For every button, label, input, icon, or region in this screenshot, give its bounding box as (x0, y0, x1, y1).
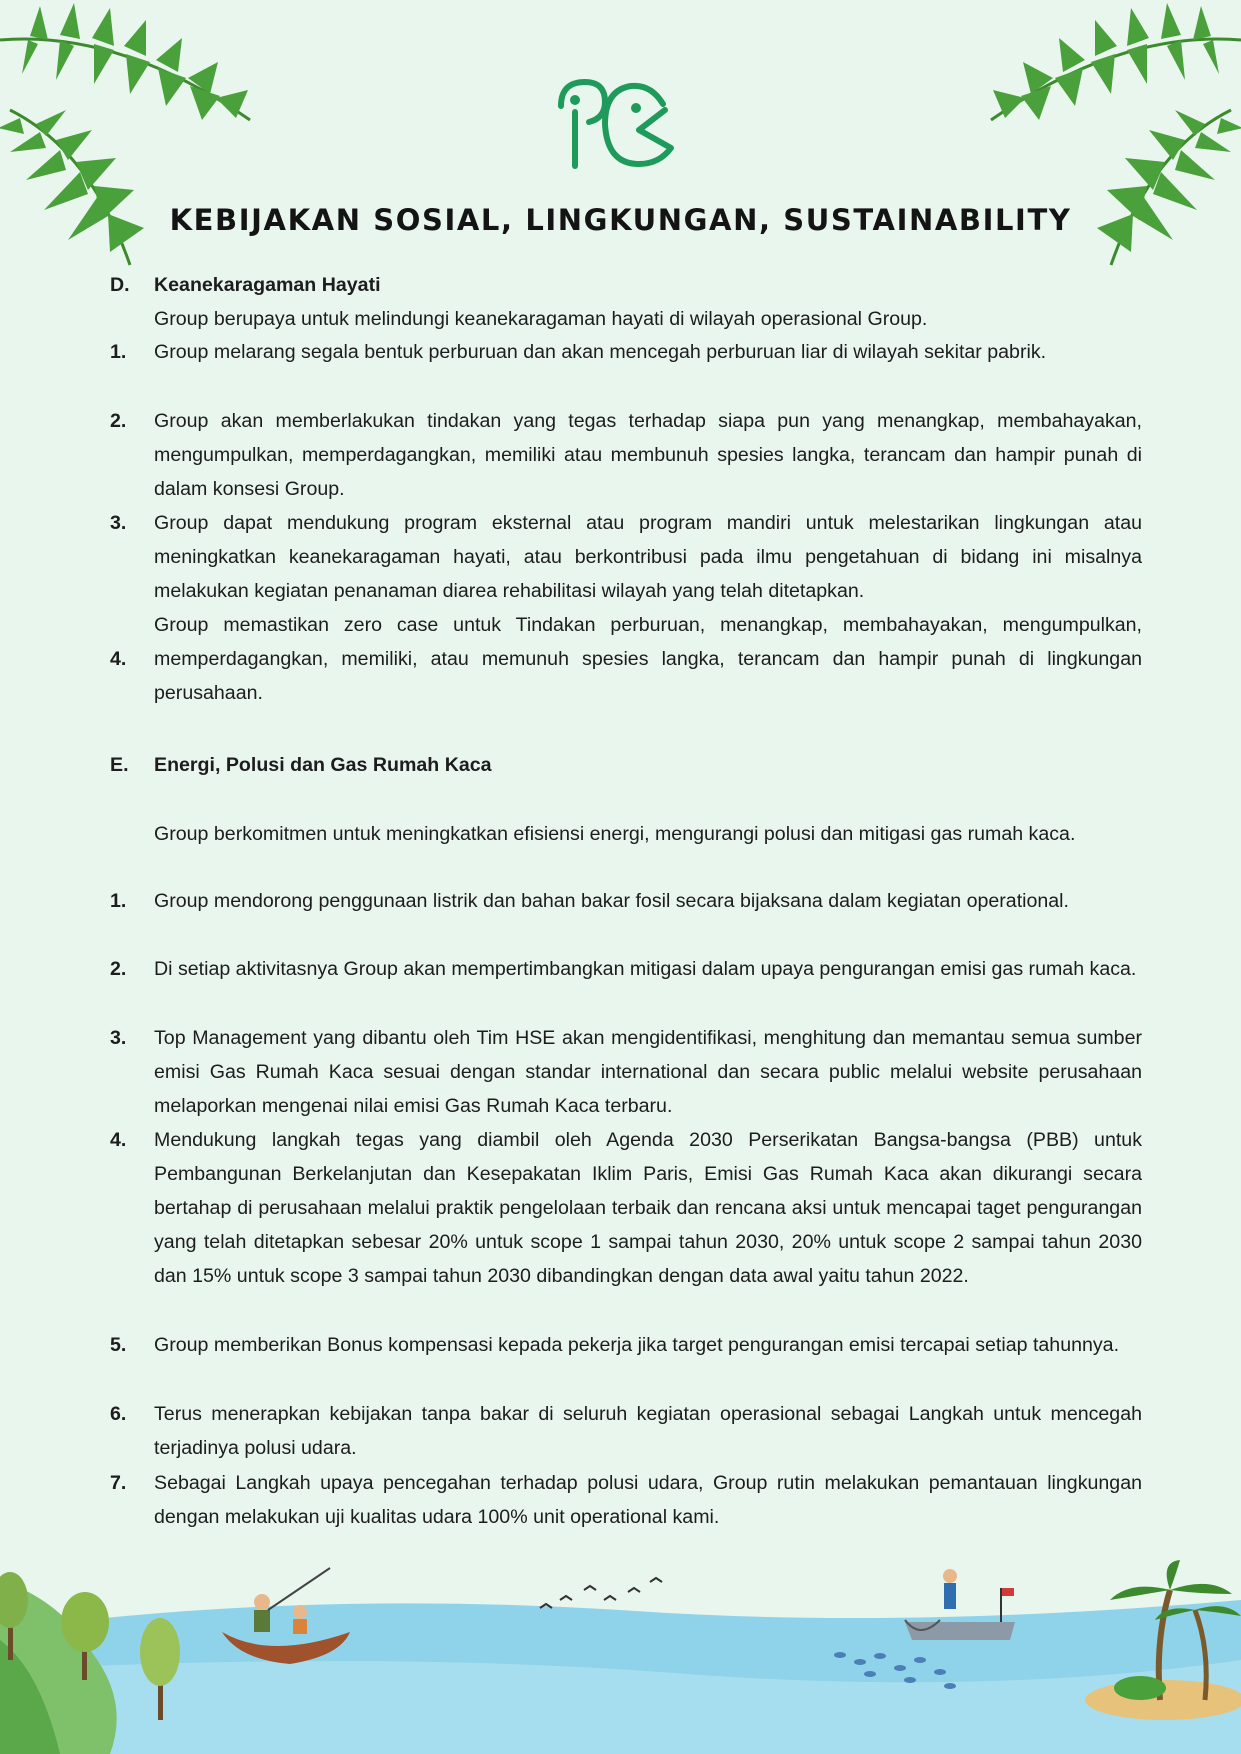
list-item (110, 335, 1142, 369)
lake-scene-illustration (0, 1560, 1241, 1754)
item-text: Group memastikan zero case untuk Tindakan perburuan, menangkap, membahayakan, mengumpulkan, memperdagangkan, memiliki, atau memunuh spesies langka, terancam dan hampir punah di lingkungan perusahaan. (154, 614, 1142, 704)
section-heading: Energi, Polusi dan Gas Rumah Kaca (154, 754, 492, 776)
list-item (110, 1328, 1142, 1362)
item-text: Group melarang segala bentuk perburuan dan akan mencegah perburuan liar di wilayah sekitar pabrik. (154, 341, 1047, 363)
list-item (110, 506, 1142, 608)
list-item (110, 608, 1142, 710)
item-text: Terus menerapkan kebijakan tanpa bakar di seluruh kegiatan operasional sebagai Langkah untuk mencegah terjadinya polusi udara. (154, 1403, 1142, 1459)
section-d-intro (110, 302, 1142, 336)
list-item (110, 1021, 1142, 1123)
item-number: 1. (110, 890, 127, 912)
list-item (110, 884, 1142, 918)
item-number: 3. (110, 1027, 127, 1049)
ic-logo-icon (553, 78, 683, 170)
section-d-heading (110, 268, 1142, 302)
item-number: 7. (110, 1472, 127, 1494)
item-text: Sebagai Langkah upaya pencegahan terhadap polusi udara, Group rutin melakukan pemantauan lingkungan dengan melakukan uji kualitas udara 100% unit operational kami. (154, 1472, 1142, 1528)
list-item (110, 1123, 1142, 1293)
section-marker: E. (110, 754, 129, 776)
item-text: Di setiap aktivitasnya Group akan mempertimbangkan mitigasi dalam upaya pengurangan emisi gas rumah kaca. (154, 958, 1137, 980)
section-heading: Keanekaragaman Hayati (154, 274, 381, 296)
list-item (110, 404, 1142, 506)
item-text: Top Management yang dibantu oleh Tim HSE akan mengidentifikasi, menghitung dan memantau semua sumber emisi Gas Rumah Kaca sesuai dengan standar international dan secara public melalui website perusahaan melaporkan mengenai nilai emisi Gas Rumah Kaca terbaru. (154, 1027, 1142, 1117)
fisherman-boat-icon (905, 1569, 1015, 1640)
section-e-intro (110, 817, 1142, 851)
item-number: 6. (110, 1403, 127, 1425)
item-number: 2. (110, 958, 127, 980)
item-text: Group mendorong penggunaan listrik dan bahan bakar fosil secara bijaksana dalam kegiatan operational. (154, 890, 1069, 912)
section-intro: Group berkomitmen untuk meningkatkan efisiensi energi, mengurangi polusi dan mitigasi gas rumah kaca. (154, 823, 1076, 845)
item-number: 4. (110, 1129, 127, 1151)
list-item (110, 952, 1142, 986)
page-title: KEBIJAKAN SOSIAL, LINGKUNGAN, SUSTAINABILITY (169, 203, 1072, 237)
section-e-heading (110, 748, 1142, 782)
section-marker: D. (110, 274, 130, 296)
item-text: Mendukung langkah tegas yang diambil oleh Agenda 2030 Perserikatan Bangsa-bangsa (PBB) untuk Pembangunan Berkelanjutan dan Kesepakatan Iklim Paris, Emisi Gas Rumah Kaca akan dikurangi secara bertahap di perusahaan melalui praktik pengelolaan terbaik dan rencana aksi untuk mencapai taget pengurangan yang telah ditetapkan sebesar 20% untuk scope 1 sampai tahun 2030, 20% untuk scope 2 sampai tahun 2030 dan 15% untuk scope 3 sampai tahun 2030 dibandingkan dengan data awal yaitu tahun 2022. (154, 1129, 1142, 1287)
item-text: Group dapat mendukung program eksternal atau program mandiri untuk melestarikan lingkungan atau meningkatkan keanekaragaman hayati, atau berkontribusi pada ilmu pengetahuan di bidang ini misalnya melakukan kegiatan penanaman diarea rehabilitasi wilayah yang telah ditetapkan. (154, 512, 1142, 602)
list-item (110, 1397, 1142, 1465)
item-number: 1. (110, 341, 127, 363)
item-number: 2. (110, 410, 127, 432)
section-intro: Group berupaya untuk melindungi keanekaragaman hayati di wilayah operasional Group. (154, 308, 928, 330)
item-number: 5. (110, 1334, 127, 1356)
birds-icon (540, 1578, 662, 1608)
list-item (110, 1466, 1142, 1534)
item-text: Group memberikan Bonus kompensasi kepada pekerja jika target pengurangan emisi tercapai setiap tahunnya. (154, 1334, 1120, 1356)
item-text: Group akan memberlakukan tindakan yang tegas terhadap siapa pun yang menangkap, membahayakan, mengumpulkan, memperdagangkan, memiliki atau membunuh spesies langka, terancam dan hampir punah di dalam konsesi Group. (154, 410, 1142, 500)
item-number: 4. (110, 648, 127, 670)
item-number: 3. (110, 512, 127, 534)
